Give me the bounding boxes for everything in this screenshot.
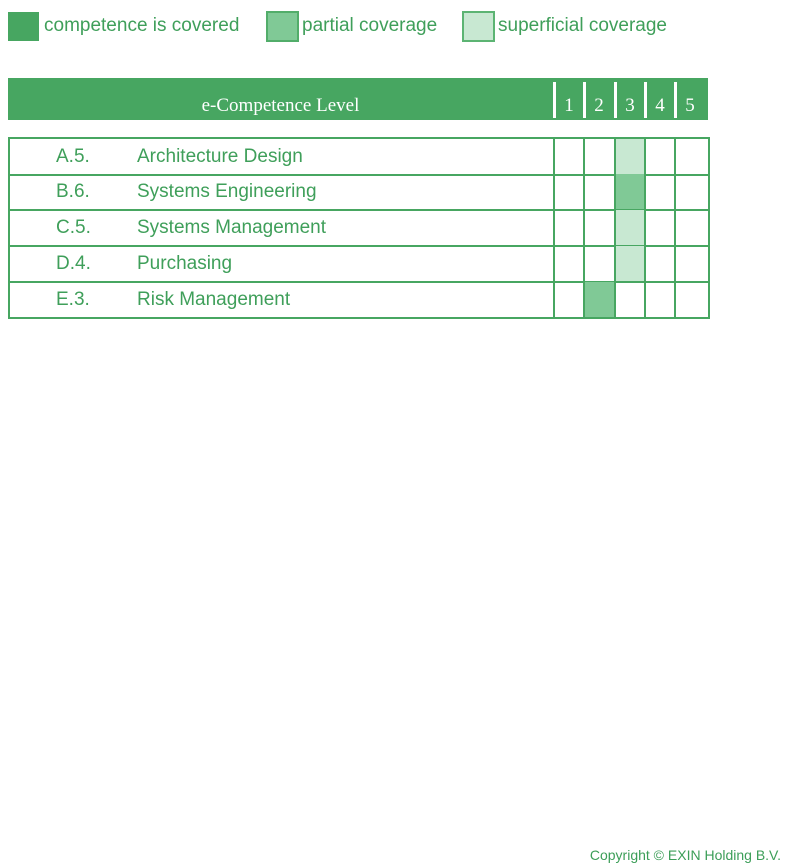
level-cell-4 bbox=[644, 246, 674, 281]
level-cell-1 bbox=[553, 282, 583, 317]
table-row bbox=[8, 210, 710, 247]
table-row bbox=[8, 246, 710, 283]
competence-name: Architecture Design bbox=[137, 146, 303, 167]
header-title: e-Competence Level bbox=[201, 95, 360, 116]
competence-name: Risk Management bbox=[137, 289, 291, 310]
table-row bbox=[8, 137, 710, 176]
legend-label: competence is covered bbox=[44, 15, 240, 36]
table-row bbox=[8, 282, 710, 319]
level-cell-2 bbox=[583, 282, 614, 317]
competence-code: B.6. bbox=[56, 181, 90, 202]
level-cell-1 bbox=[553, 174, 583, 209]
level-cell-4 bbox=[644, 210, 674, 245]
level-cell-3 bbox=[614, 210, 644, 245]
competence-name: Systems Engineering bbox=[137, 181, 317, 202]
level-cell-1 bbox=[553, 139, 583, 174]
level-cell-5 bbox=[674, 282, 706, 317]
partial-swatch bbox=[266, 11, 299, 42]
table-header bbox=[8, 78, 708, 120]
competence-code: A.5. bbox=[56, 146, 90, 167]
level-cell-5 bbox=[674, 246, 706, 281]
level-cell-2 bbox=[583, 139, 614, 174]
competence-name: Purchasing bbox=[137, 253, 233, 274]
competence-code: D.4. bbox=[56, 253, 91, 274]
copyright: Copyright © EXIN Holding B.V. bbox=[589, 847, 781, 863]
level-cell-2 bbox=[583, 174, 614, 209]
superficial-swatch bbox=[462, 11, 495, 42]
legend-label: superficial coverage bbox=[498, 15, 667, 36]
competence-code: C.5. bbox=[56, 217, 91, 238]
level-cell-3 bbox=[614, 139, 644, 174]
level-header-2: 2 bbox=[594, 95, 604, 116]
level-cell-3 bbox=[614, 246, 644, 281]
level-cell-5 bbox=[674, 210, 706, 245]
legend bbox=[8, 11, 708, 42]
level-cell-5 bbox=[674, 139, 706, 174]
level-cell-3 bbox=[614, 282, 644, 317]
competence-code: E.3. bbox=[56, 289, 90, 310]
level-cell-1 bbox=[553, 246, 583, 281]
competence-name: Systems Management bbox=[137, 217, 327, 238]
level-cell-2 bbox=[583, 246, 614, 281]
level-header-4: 4 bbox=[655, 95, 665, 116]
level-cell-4 bbox=[644, 174, 674, 209]
level-cell-5 bbox=[674, 174, 706, 209]
level-cell-4 bbox=[644, 282, 674, 317]
level-cell-1 bbox=[553, 210, 583, 245]
table-row bbox=[8, 174, 710, 211]
level-cell-4 bbox=[644, 139, 674, 174]
level-header-1: 1 bbox=[564, 95, 574, 116]
level-header-3: 3 bbox=[625, 95, 635, 116]
level-header-5: 5 bbox=[685, 95, 695, 116]
legend-label: partial coverage bbox=[302, 15, 438, 36]
covered-swatch bbox=[8, 12, 39, 41]
level-cell-2 bbox=[583, 210, 614, 245]
level-cell-3 bbox=[614, 174, 644, 209]
